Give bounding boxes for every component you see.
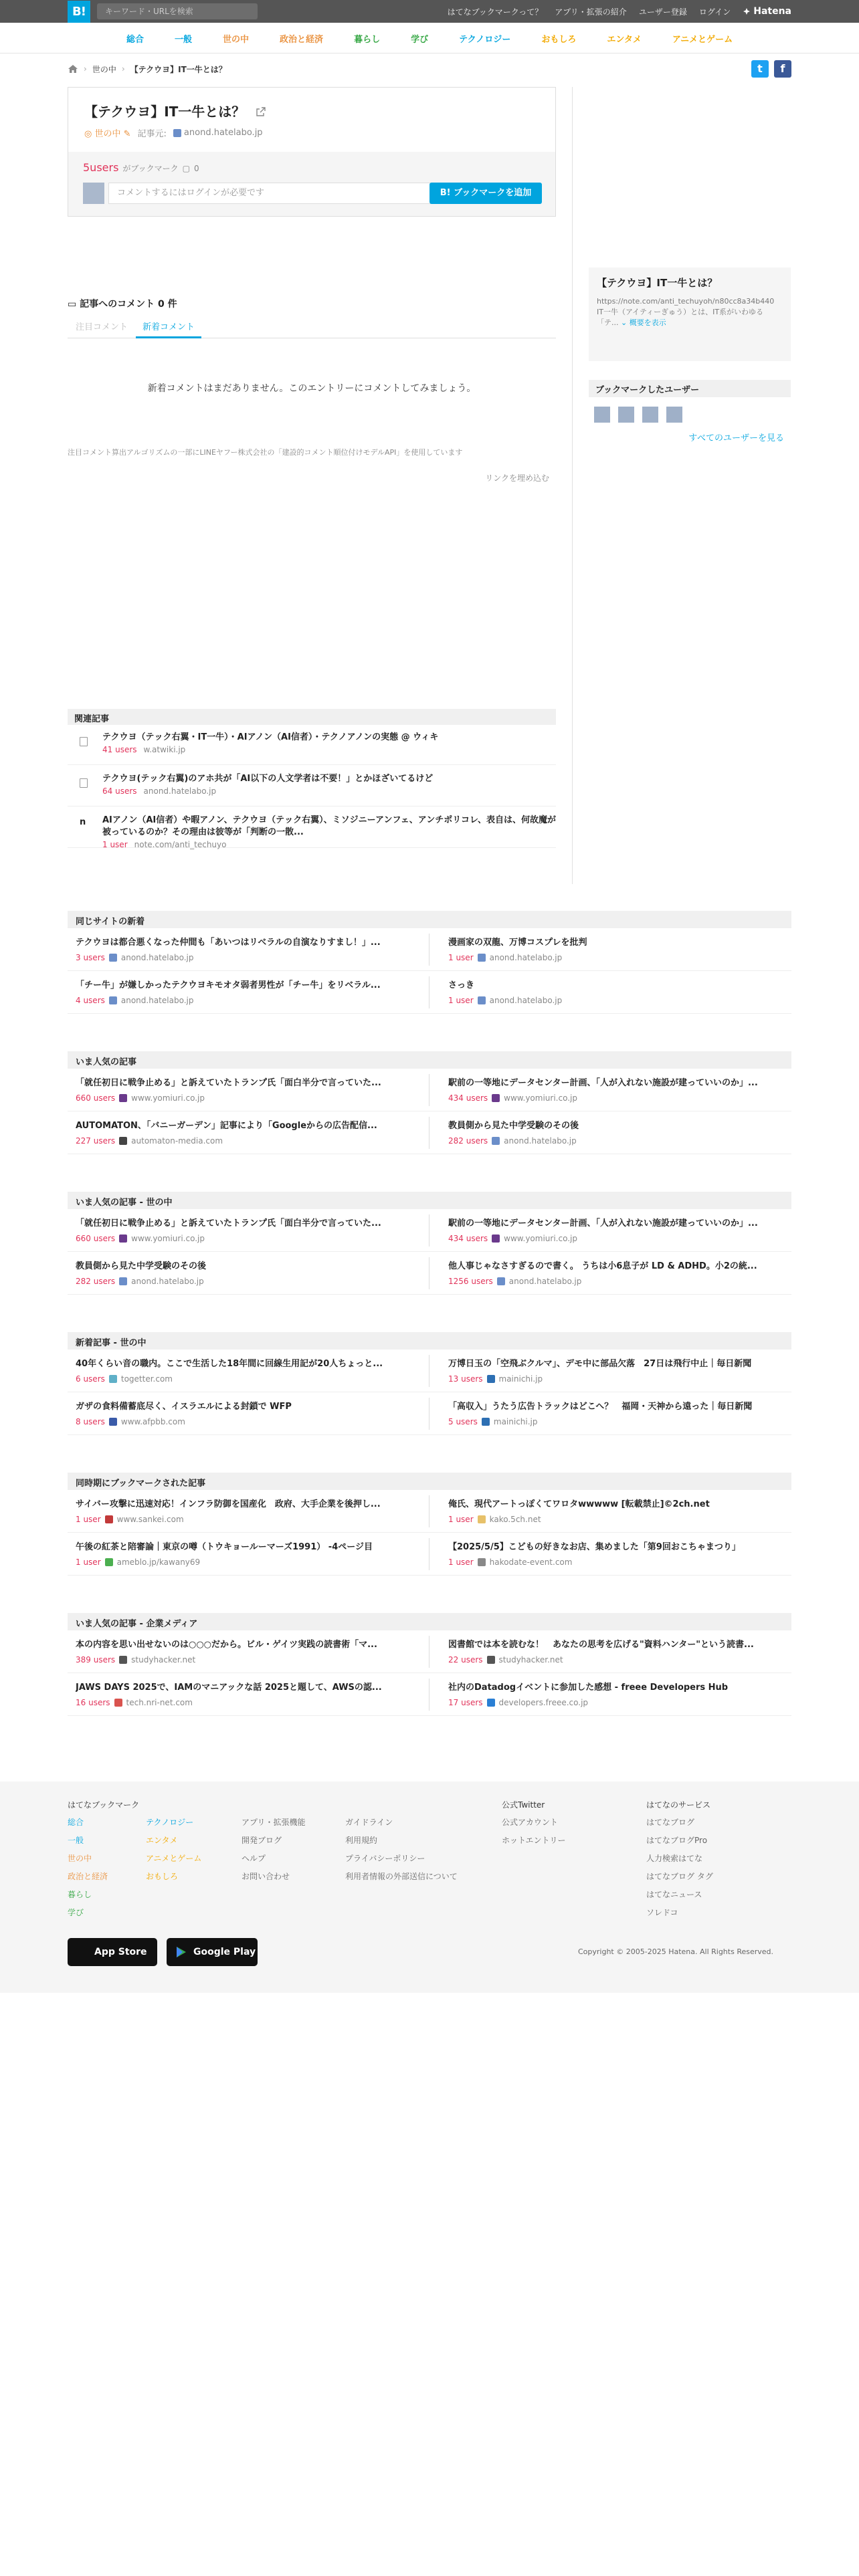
entry-item-site[interactable]: www.sankei.com (116, 1515, 184, 1524)
copyright: Copyright © 2005-2025 Hatena. All Rights Reserved. (578, 1947, 774, 1956)
search-input[interactable]: キーワード・URLを検索 (97, 3, 258, 19)
entry-item[interactable] (68, 1392, 430, 1435)
hatena-logo[interactable] (743, 6, 791, 17)
entry-item-users[interactable]: 22 users (448, 1655, 483, 1665)
site-favicon (492, 1094, 500, 1102)
comments-title (68, 297, 177, 310)
bookmark-panel (68, 152, 555, 216)
category-tab[interactable]: アニメとゲーム (672, 34, 733, 45)
category-tab[interactable]: テクノロジー (459, 34, 511, 45)
footer-link[interactable]: はてなニュース (646, 1890, 702, 1899)
entry-item-title[interactable]: 図書館では本を読むな！ あなたの思考を広げる"資料ハンター"という読書... (448, 1640, 754, 1650)
section-header: 新着記事 - 世の中 (68, 1332, 791, 1350)
summary-desc: https://note.com/anti_techuyoh/n80cc8a34b440 IT一牛（アイティーぎゅう）とは、IT系がいわゆる「テ... (597, 297, 775, 327)
category-tab[interactable]: おもしろ (541, 34, 577, 45)
entry-item-users[interactable]: 227 users (76, 1136, 116, 1146)
site-favicon (109, 1375, 117, 1383)
entry-item-title[interactable]: 40年くらい音の職内。ここで生活した18年間に回線生用記が20人ちょっと... (76, 1359, 383, 1369)
entry-item[interactable] (68, 1533, 430, 1576)
comments-title-text: 記事へのコメント 0 件 (80, 299, 177, 310)
related-users[interactable]: 41 users (102, 745, 137, 754)
related-title[interactable]: AIアノン（AI信者）や暇アノン、テクウヨ（テック右翼）、ミソジニーアンフェ、アンチポリコレ、表自は、何故魔が被っているのか？その理由は彼等が「判断の一散... (102, 815, 556, 837)
site-favicon (119, 1137, 127, 1145)
category-tab[interactable]: 総合 (126, 34, 145, 45)
entry-item-users[interactable]: 1 user (76, 1558, 101, 1567)
entry-item-site[interactable]: anond.hatelabo.jp (120, 996, 194, 1005)
site-favicon (119, 1277, 127, 1285)
site-favicon (487, 1699, 495, 1707)
no-comments-message: 新着コメントはまだありません。このエントリーにコメントしてみましょう。 (147, 383, 476, 394)
category-tab[interactable]: 政治と経済 (280, 34, 324, 45)
section-header: いま人気の記事 (68, 1051, 791, 1069)
entry-item-title[interactable]: 【2025/5/5】こどもの好きなお店、集めました「第9回おこちゃまつり」 (448, 1542, 741, 1552)
site-favicon (492, 1235, 500, 1243)
entry-item-users[interactable]: 13 users (448, 1374, 483, 1384)
category-label: 世の中 (94, 129, 121, 139)
entry-item-title[interactable]: 本の内容を思い出せないのは○○○だから。ビル・ゲイツ実践の読書術「マ... (76, 1640, 377, 1650)
app-store-button[interactable] (68, 1938, 157, 1966)
site-favicon (482, 1418, 490, 1426)
footer-link[interactable]: 政治と経済 (68, 1872, 108, 1881)
breadcrumb-category[interactable]: 世の中 (92, 64, 116, 74)
google-play-button[interactable] (167, 1938, 258, 1966)
entry-item-title[interactable]: 駅前の一等地にデータセンター計画、「人が入れない施設が建っていいのか」... (448, 1218, 758, 1228)
about-link[interactable]: はてなブックマークって？ (447, 7, 543, 17)
note-icon: n (80, 817, 86, 827)
entry-item-title[interactable]: サイバー攻撃に迅速対応！インフラ防御を国産化 政府、大手企業を後押し... (76, 1499, 381, 1509)
site-favicon (119, 1235, 127, 1243)
summary-text (597, 296, 783, 328)
entry-item-meta (448, 1234, 783, 1243)
entry-item-site[interactable]: anond.hatelabo.jp (489, 996, 563, 1005)
show-summary-link[interactable]: ⌄ 概要を表示 (621, 318, 666, 327)
entry-item-users[interactable]: 434 users (448, 1234, 488, 1243)
entry-item-site[interactable]: kako.5ch.net (489, 1515, 541, 1524)
related-site[interactable]: note.com/anti_techuyo (134, 840, 227, 849)
section-header: 同じサイトの新着 (68, 911, 791, 928)
related-site[interactable]: w.atwiki.jp (143, 745, 186, 754)
footer-link[interactable]: ソレドコ (646, 1908, 678, 1917)
entry-item[interactable] (430, 971, 791, 1014)
footer-link[interactable]: ホットエントリー (502, 1836, 566, 1845)
entry-item-site[interactable]: studyhacker.net (498, 1655, 563, 1665)
related-item[interactable] (68, 769, 556, 807)
signup-link[interactable]: ユーザー登録 (638, 7, 687, 17)
entry-meta (84, 126, 263, 139)
hatebu-logo[interactable]: B! (68, 1, 90, 23)
entry-item[interactable] (68, 1673, 430, 1716)
entry-item-users[interactable]: 8 users (76, 1417, 105, 1426)
column-divider (572, 87, 573, 884)
entry-item-users[interactable]: 16 users (76, 1698, 110, 1707)
footer-link[interactable]: 世の中 (68, 1854, 92, 1863)
footer-link[interactable]: はてなブログPro (646, 1836, 708, 1845)
site-favicon (487, 1375, 495, 1383)
entry-item-site[interactable]: anond.hatelabo.jp (120, 953, 194, 962)
footer-link[interactable]: テクノロジー (146, 1818, 194, 1827)
entry-item-meta (76, 1558, 421, 1567)
footer-link[interactable]: はてなブログ タグ (646, 1872, 713, 1881)
entry-item[interactable] (430, 928, 791, 971)
comment-tabs (68, 320, 556, 338)
entry-item-meta (76, 1417, 421, 1426)
footer-twitter-links (502, 1814, 566, 1850)
entry-item-title[interactable]: 駅前の一等地にデータセンター計画、「人が入れない施設が建っていいのか」... (448, 1078, 758, 1088)
entry-item-users[interactable]: 1 user (448, 996, 474, 1005)
entry-item-meta (448, 1698, 783, 1707)
entry-item-title[interactable]: 俺氏、現代アートっぽくてワロタwwwww [転載禁止]©2ch.net (448, 1499, 710, 1509)
entry-item-title[interactable]: ガザの食料備蓄底尽く、イスラエルによる封鎖で WFP (76, 1402, 292, 1412)
section-grid (68, 1490, 791, 1576)
comment-count: 0 (193, 164, 199, 173)
entry-item[interactable] (68, 1209, 430, 1252)
entry-item-site[interactable]: anond.hatelabo.jp (504, 1136, 577, 1146)
entry-item-title[interactable]: さっき (448, 980, 475, 990)
footer-link[interactable]: 利用者情報の外部送信について (345, 1872, 458, 1881)
source-label: 記事元: (137, 129, 167, 139)
entry-item-site[interactable]: www.yomiuri.co.jp (131, 1093, 205, 1103)
entry-title[interactable] (84, 101, 266, 120)
breadcrumb (68, 62, 227, 76)
related-meta (102, 745, 556, 754)
footer-links-2 (345, 1814, 458, 1886)
bookmark-users-list (594, 407, 682, 423)
entry-item-title[interactable]: 「就任初日に戦争止める」と訴えていたトランプ氏「面白半分で言っていた... (76, 1218, 381, 1228)
entry-item-title[interactable]: 「チー牛」が嫌しかったテクウヨキモオタ弱者男性が「チー牛」をリベラル... (76, 980, 381, 990)
entry-item-meta (448, 1136, 783, 1146)
entry-item-meta (76, 1136, 421, 1146)
entry-item-meta (76, 1374, 421, 1384)
entry-item[interactable] (68, 1490, 430, 1533)
entry-item-site[interactable]: mainichi.jp (493, 1417, 538, 1426)
category-tab[interactable]: 暮らし (354, 34, 381, 45)
user-avatar[interactable] (642, 407, 658, 423)
site-favicon (497, 1277, 505, 1285)
related-users[interactable]: 1 user (102, 840, 128, 849)
entry-section (68, 1332, 791, 1435)
footer-link[interactable]: 総合 (68, 1818, 84, 1827)
comment-icon: ▢ (182, 164, 190, 173)
entry-item[interactable] (68, 971, 430, 1014)
entry-item-meta (448, 1093, 783, 1103)
category-tab[interactable]: 学び (411, 34, 429, 45)
entry-item[interactable] (68, 1252, 430, 1295)
entry-item[interactable] (68, 1069, 430, 1111)
entry-item-users[interactable]: 17 users (448, 1698, 483, 1707)
entry-item-users[interactable]: 1 user (448, 1515, 474, 1524)
section-header: 同時期にブックマークされた記事 (68, 1473, 791, 1490)
site-favicon (114, 1699, 122, 1707)
footer-link[interactable]: お問い合わせ (242, 1872, 290, 1881)
related-item[interactable] (68, 811, 556, 848)
entry-item-title[interactable]: 「就任初日に戦争止める」と訴えていたトランプ氏「面白半分で言っていた... (76, 1078, 381, 1088)
user-avatar[interactable] (666, 407, 682, 423)
entry-item-title[interactable]: テクウヨは都合悪くなった仲間も「あいつはリベラルの自演なりすまし！」... (76, 938, 381, 948)
footer-link[interactable]: おもしろ (146, 1872, 179, 1881)
entry-item-title[interactable]: 「高収入」うたう広告トラックはどこへ？ 福岡・天神から遠った｜毎日新聞 (448, 1402, 753, 1412)
entry-item-users[interactable]: 389 users (76, 1655, 116, 1665)
site-favicon (109, 996, 117, 1004)
site-favicon (478, 996, 486, 1004)
footer-link[interactable]: エンタメ (146, 1836, 178, 1845)
entry-item-users[interactable]: 4 users (76, 996, 105, 1005)
entry-item[interactable] (430, 1392, 791, 1435)
section-grid (68, 928, 791, 1014)
entry-item[interactable] (430, 1533, 791, 1576)
comment-algorithm-note: 注目コメント算出アルゴリズムの一部にLINEヤフー株式会社の「建設的コメント順位付けモデルAPI」を使用しています (68, 448, 463, 457)
footer-categories-2 (146, 1814, 201, 1886)
site-favicon (105, 1558, 113, 1566)
bookmark-count[interactable] (83, 161, 199, 174)
footer-link[interactable]: 公式アカウント (502, 1818, 558, 1827)
entry-section (68, 1051, 791, 1154)
entry-item-site[interactable]: tech.nri-net.com (126, 1698, 193, 1707)
header-nav (448, 0, 791, 23)
tab-new-comments[interactable]: 新着コメント (136, 320, 201, 338)
category-tab[interactable]: エンタメ (607, 34, 642, 45)
category-icon: ◎ (84, 129, 95, 139)
entry-item-meta (76, 1093, 421, 1103)
category-nav (0, 23, 859, 53)
entry-item-meta (448, 1417, 783, 1426)
bookmark-label: がブックマーク (122, 164, 179, 173)
apps-link[interactable]: アプリ・拡張の紹介 (555, 7, 627, 17)
google-play-label[interactable]: Google Play (193, 1947, 256, 1957)
users-count[interactable]: 5users (83, 161, 119, 174)
footer-link[interactable]: プライバシーポリシー (345, 1854, 425, 1863)
section-grid (68, 1069, 791, 1154)
entry-item[interactable] (430, 1069, 791, 1111)
user-avatar[interactable] (618, 407, 634, 423)
user-avatar[interactable] (594, 407, 610, 423)
footer-link[interactable]: アニメとゲーム (146, 1854, 202, 1863)
entry-item-site[interactable]: mainichi.jp (498, 1374, 543, 1384)
entry-item-meta (76, 1698, 421, 1707)
comment-bubble-icon: ▭ (68, 299, 80, 310)
entry-box (68, 87, 556, 217)
footer-services-title: はてなのサービス (646, 1800, 711, 1810)
entry-item-site[interactable]: anond.hatelabo.jp (131, 1277, 204, 1286)
entry-item-users[interactable]: 6 users (76, 1374, 105, 1384)
entry-item-users[interactable]: 1 user (448, 1558, 474, 1567)
entry-item-title[interactable]: 他人事じゃなさすぎるので書く。 うちは小6息子が LD & ADHD。小2の統... (448, 1261, 757, 1271)
breadcrumb-separator: › (84, 64, 87, 74)
entry-item-site[interactable]: developers.freee.co.jp (498, 1698, 589, 1707)
entry-item[interactable] (430, 1490, 791, 1533)
breadcrumb-title: 【テクウヨ】IT一牛とは？ (130, 64, 227, 74)
embed-link[interactable]: リンクを埋め込む (485, 473, 549, 483)
entry-item-site[interactable]: www.afpbb.com (120, 1417, 185, 1426)
entry-item-title[interactable]: 教員側から見た中学受験のその後 (76, 1261, 207, 1271)
site-favicon (109, 1418, 117, 1426)
site-favicon (119, 1094, 127, 1102)
footer-link[interactable]: 暮らし (68, 1890, 92, 1899)
footer-services-links (646, 1814, 713, 1922)
entry-item-title[interactable]: 漫画家の双龍、万博コスプレを批判 (448, 938, 587, 948)
entry-item[interactable] (68, 1630, 430, 1673)
entry-section (68, 911, 791, 1014)
entry-item[interactable] (430, 1209, 791, 1252)
all-users-link[interactable]: すべてのユーザーを見る (688, 433, 784, 443)
entry-item[interactable] (68, 1111, 430, 1154)
entry-item[interactable] (68, 928, 430, 971)
facebook-share-button[interactable]: f (774, 60, 791, 78)
entry-item-meta (448, 1277, 783, 1286)
footer-link[interactable]: 人力検索はてな (646, 1854, 703, 1863)
home-icon[interactable] (68, 64, 78, 74)
breadcrumb-separator: › (121, 64, 125, 74)
entry-item-site[interactable]: hakodate-event.com (489, 1558, 573, 1567)
entry-item-meta (448, 953, 783, 962)
global-header (0, 0, 859, 23)
entry-item-users[interactable]: 3 users (76, 953, 105, 962)
entry-item[interactable] (430, 1673, 791, 1716)
related-title[interactable]: テクウヨ(テック右翼)のアホ共が「AI以下の人文学者は不要！」とかほざいてるけど (102, 774, 434, 784)
entry-item-site[interactable]: www.yomiuri.co.jp (504, 1234, 577, 1243)
footer-twitter-title: 公式Twitter (502, 1800, 545, 1810)
hatena-mark-icon (743, 7, 751, 15)
entry-item-title[interactable]: 教員側から見た中学受験のその後 (448, 1121, 579, 1131)
site-favicon (478, 1558, 486, 1566)
login-link[interactable]: ログイン (698, 7, 731, 17)
entry-title-text[interactable]: 【テクウヨ】IT一牛とは？ (84, 104, 246, 120)
related-header: 関連記事 (68, 709, 556, 725)
footer-link[interactable]: 開発ブログ (242, 1836, 282, 1845)
entry-summary-box (589, 267, 791, 361)
footer-links-1 (242, 1814, 306, 1886)
footer-link[interactable]: 利用規約 (345, 1836, 378, 1845)
entry-item-site[interactable]: automaton-media.com (131, 1136, 223, 1146)
section-grid (68, 1630, 791, 1716)
entry-item[interactable] (68, 1350, 430, 1392)
entry-item-site[interactable]: www.yomiuri.co.jp (504, 1093, 577, 1103)
entry-item-title[interactable]: 万博日玉の「空飛ぶクルマ」、デモ中に部品欠落 27日は飛行中止｜毎日新聞 (448, 1359, 752, 1369)
entry-item-users[interactable]: 282 users (76, 1277, 116, 1286)
site-favicon (487, 1656, 495, 1664)
related-meta (102, 840, 556, 849)
footer-link[interactable]: はてなブログ (646, 1818, 695, 1827)
entry-section (68, 1473, 791, 1576)
site-favicon (109, 954, 117, 962)
source-site[interactable]: anond.hatelabo.jp (183, 128, 263, 138)
entry-item-meta (448, 1558, 783, 1567)
add-bookmark-button[interactable]: B! ブックマークを追加 (430, 183, 542, 204)
external-link-icon[interactable] (256, 107, 266, 116)
summary-title[interactable]: 【テクウヨ】IT一牛とは？ (597, 277, 718, 289)
related-title[interactable]: テクウヨ（テック右翼・IT一牛）・AIアノン（AI信者）・テクノアノンの実態 @ ウィキ (102, 732, 439, 742)
file-icon (80, 778, 88, 788)
file-icon (80, 737, 88, 746)
app-store-label[interactable]: App Store (94, 1947, 147, 1957)
entry-item-meta (448, 1655, 783, 1665)
site-favicon (119, 1656, 127, 1664)
site-favicon (492, 1137, 500, 1145)
entry-item-meta (76, 1277, 421, 1286)
entry-item-users[interactable]: 1 user (448, 953, 474, 962)
site-favicon (478, 954, 486, 962)
footer-link[interactable]: アプリ・拡張機能 (242, 1818, 306, 1827)
site-favicon (478, 1515, 486, 1523)
entry-item-site[interactable]: togetter.com (120, 1374, 173, 1384)
footer-link[interactable]: ヘルプ (242, 1854, 266, 1863)
google-play-icon (175, 1945, 188, 1959)
entry-item-users[interactable]: 660 users (76, 1093, 116, 1103)
related-meta (102, 786, 556, 796)
entry-item[interactable] (430, 1111, 791, 1154)
entry-item-site[interactable]: studyhacker.net (131, 1655, 196, 1665)
section-grid (68, 1209, 791, 1295)
source-favicon (173, 129, 181, 137)
entry-item-title[interactable]: 社内のDatadogイベントに参加した感想 - freee Developers Hub (448, 1683, 729, 1693)
entry-item-meta (448, 996, 783, 1005)
section-grid (68, 1350, 791, 1435)
entry-item-users[interactable]: 660 users (76, 1234, 116, 1243)
entry-item-site[interactable]: anond.hatelabo.jp (508, 1277, 582, 1286)
footer-link[interactable]: 一般 (68, 1836, 84, 1845)
twitter-share-button[interactable]: t (751, 60, 769, 78)
comment-input[interactable]: コメントするにはログインが必要です (108, 183, 456, 204)
entry-item-meta (448, 1374, 783, 1384)
entry-item[interactable] (430, 1252, 791, 1295)
entry-item-meta (76, 1515, 421, 1524)
entry-item-meta (448, 1515, 783, 1524)
footer-bookmark-title: はてなブックマーク (68, 1800, 140, 1810)
entry-item-users[interactable]: 282 users (448, 1136, 488, 1146)
avatar (83, 183, 104, 204)
entry-section (68, 1613, 791, 1716)
related-item[interactable] (68, 728, 556, 765)
entry-item[interactable] (430, 1350, 791, 1392)
entry-item-site[interactable]: anond.hatelabo.jp (489, 953, 563, 962)
entry-item-users[interactable]: 434 users (448, 1093, 488, 1103)
footer-link[interactable]: 学び (68, 1908, 84, 1917)
entry-item-site[interactable]: ameblo.jp/kawany69 (116, 1558, 201, 1567)
footer-link[interactable]: ガイドライン (345, 1818, 393, 1827)
hatena-text: Hatena (753, 6, 791, 17)
entry-item[interactable] (430, 1630, 791, 1673)
footer-categories-1 (68, 1814, 108, 1922)
bookmark-users-header: ブックマークしたユーザー (589, 380, 791, 397)
entry-item-title[interactable]: 午後の紅茶と陪審論｜東京の噂（トウキョールーマーズ1991） -4ページ目 (76, 1542, 373, 1552)
entry-item-users[interactable]: 1256 users (448, 1277, 493, 1286)
category-tab[interactable]: 一般 (175, 34, 193, 45)
entry-item-meta (76, 996, 421, 1005)
entry-item-meta (76, 1234, 421, 1243)
site-favicon (105, 1515, 113, 1523)
show-summary-label[interactable]: 概要を表示 (629, 318, 666, 327)
entry-item-meta (76, 953, 421, 962)
entry-item-meta (76, 1655, 421, 1665)
entry-item-title[interactable]: JAWS DAYS 2025で、IAMのマニアックな話 2025と題して、AWSの認... (76, 1683, 382, 1693)
entry-item-users[interactable]: 5 users (448, 1417, 478, 1426)
source-link[interactable] (173, 128, 263, 138)
section-header: いま人気の記事 - 企業メディア (68, 1613, 791, 1630)
entry-item-site[interactable]: www.yomiuri.co.jp (131, 1234, 205, 1243)
entry-item-users[interactable]: 1 user (76, 1515, 101, 1524)
entry-item-title[interactable]: AUTOMATON、「バニーガーデン」記事により「Googleからの広告配信... (76, 1121, 377, 1131)
section-header: いま人気の記事 - 世の中 (68, 1192, 791, 1209)
related-site[interactable]: anond.hatelabo.jp (143, 786, 217, 796)
related-users[interactable]: 64 users (102, 786, 137, 796)
entry-section (68, 1192, 791, 1295)
category-link[interactable]: ◎ 世の中 ✎ (84, 129, 131, 139)
tab-popular-comments[interactable]: 注目コメント (76, 322, 128, 332)
category-tab[interactable]: 世の中 (223, 34, 250, 45)
